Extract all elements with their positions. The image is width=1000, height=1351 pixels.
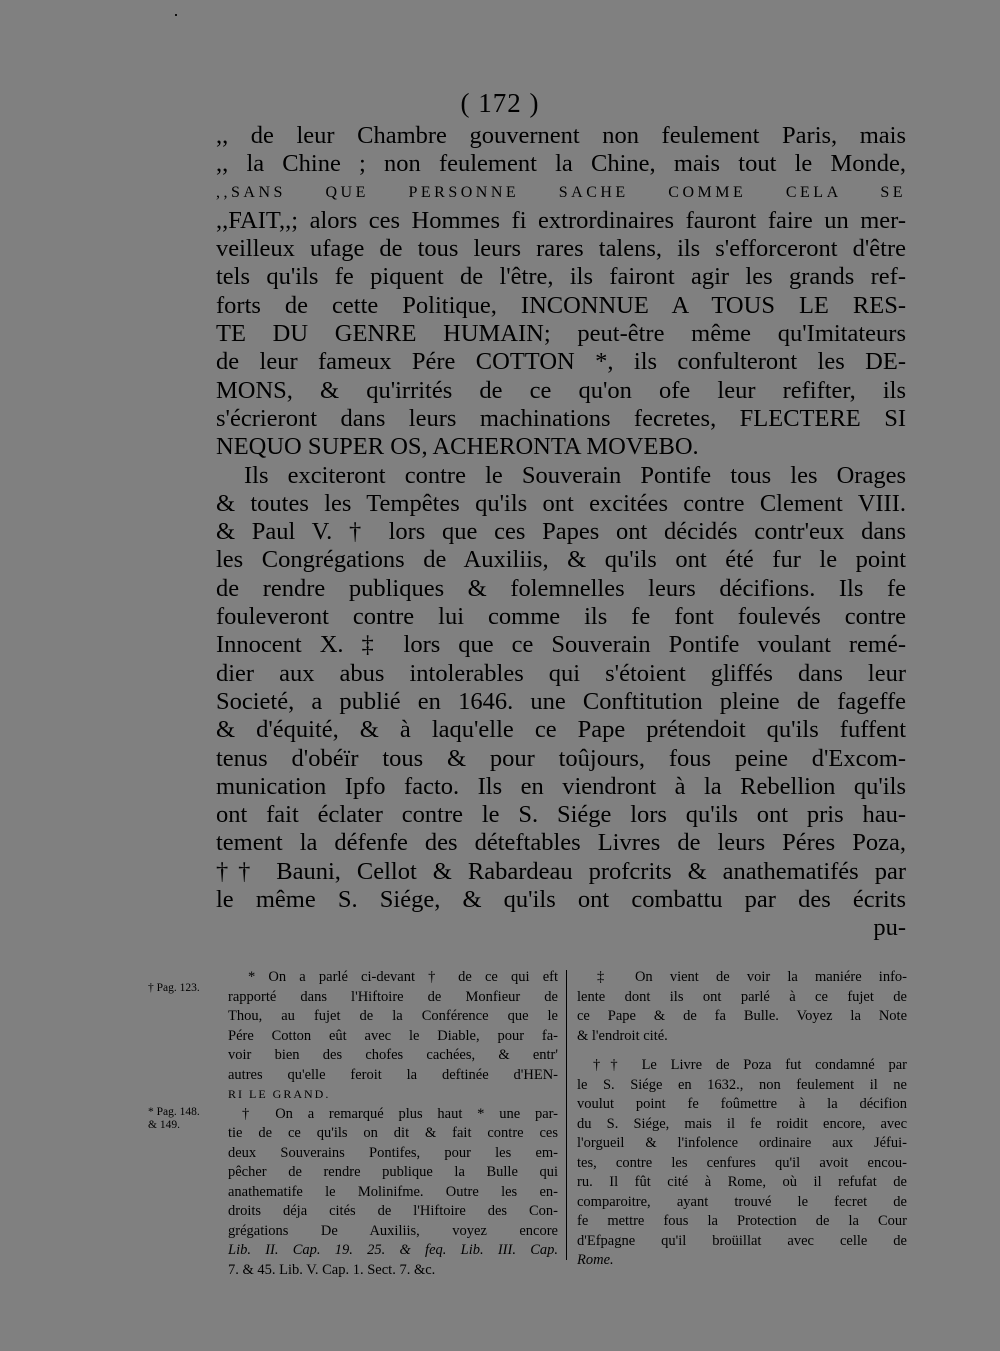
- text-line: forts de cette Politique, INCONNUE A TOUS LE RES-: [216, 291, 906, 319]
- text-line: de leur fameux Pére COTTON *, ils confulteront les DE-: [216, 348, 906, 376]
- ink-speck: [175, 14, 177, 16]
- text-line: tement la défenfe des déteftables Livres de leurs Péres Poza,: [216, 829, 906, 857]
- page-number: ( 172 ): [460, 88, 540, 118]
- text-line: ont fait éclater contre le S. Siége lors qu'ils ont pris hau-: [216, 801, 906, 829]
- text-line: tels qu'ils fe piquent de l'être, ils fairont agir les grands ref-: [216, 263, 906, 291]
- footnote-line: Rome.: [577, 1252, 614, 1268]
- footnote-line: autres qu'elle feroit la deftinée d'HEN-: [228, 1066, 558, 1083]
- footnote-line: tes, contre les cenfures qu'il avoit encou-: [577, 1154, 907, 1171]
- footnote-line: Lib. II. Cap. 19. 25. & feq. Lib. III. Cap.: [228, 1242, 558, 1258]
- text-line: MONS, & qu'irrités de ce qu'on ofe leur refifter, ils: [216, 376, 906, 404]
- footnote-line: voulut point fe foûmettre à la décifion: [577, 1096, 907, 1112]
- footnote-line: 7. & 45. Lib. V. Cap. 1. Sect. 7. &c.: [228, 1261, 436, 1278]
- text-line: ,, de leur Chambre gouvernent non feulement Paris, mais: [216, 122, 906, 149]
- footnote-line: lente dont ils ont parlé à ce fujet de: [577, 988, 907, 1005]
- footnote-line: RI LE GRAND.: [228, 1087, 331, 1101]
- footnote-line: & l'endroit cité.: [577, 1027, 668, 1044]
- text-line: Ils exciteront contre le Souverain Pontife tous les Orages: [244, 461, 906, 489]
- footnote-line: comparoitre, ayant trouvé le fecret de: [577, 1193, 907, 1210]
- text-line: NEQUO SUPER OS, ACHERONTA MOVEBO.: [216, 433, 699, 461]
- text-line: les Congrégations de Auxiliis, & qu'ils ont été fur le point: [216, 546, 906, 574]
- footnote-line: d'Efpagne qu'il broüillat avec celle de: [577, 1232, 907, 1249]
- column-divider: [566, 970, 567, 1260]
- text-line: Innocent X. ‡ lors que ce Souverain Pontife voulant remé-: [216, 631, 906, 659]
- footnote-line: deux Souverains Pontifes, pour les em-: [228, 1144, 558, 1161]
- text-line: dier aux abus intolerables qui s'étoient gliffés dans leur: [216, 659, 906, 687]
- text-line: de rendre publiques & folemnelles leurs décifions. Ils fe: [216, 574, 906, 602]
- footnote-line: fe mettre fous la Protection de la Cour: [577, 1213, 907, 1229]
- text-line: †† Bauni, Cellot & Rabardeau profcrits & anathematifés par: [216, 857, 906, 885]
- marginal-note: * Pag. 148.: [148, 1106, 200, 1118]
- footnote-line: anathematife le Molinifme. Outre les en-: [228, 1183, 558, 1200]
- text-line: le même S. Siége, & qu'ils ont combattu par des écrits: [216, 886, 906, 914]
- main-text: [216, 122, 906, 943]
- footnotes-right: [577, 968, 907, 1271]
- text-line: Societé, a publié en 1646. une Conftitution pleine de fageffe: [216, 687, 906, 715]
- text-line: ,,FAIT,,; alors ces Hommes fi extrordinaires fauront faire un mer-: [216, 206, 906, 234]
- footnote-line: † On a remarqué plus haut * une par-: [242, 1105, 558, 1122]
- text-line: veilleux ufage de tous leurs rares talens, ils s'efforceront d'être: [216, 235, 906, 263]
- text-line: ,,SANS QUE PERSONNE SACHE COMME CELA SE: [216, 183, 906, 201]
- footnote-line: Thou, au fujet de la Conférence que le: [228, 1008, 558, 1024]
- footnote-line: ru. Il fût cité à Rome, où il refufat de: [577, 1174, 907, 1190]
- footnote-line: droits déja cités de l'Hiftoire des Con-: [228, 1203, 558, 1219]
- text-line: ,, la Chine ; non feulement la Chine, mais tout le Monde,: [216, 150, 906, 178]
- footnote-line: ‡ On vient de voir la maniére info-: [597, 969, 907, 985]
- footnote-line: pêcher de rendre publique la Bulle qui: [228, 1164, 558, 1180]
- footnote-line: †† Le Livre de Poza fut condamné par: [593, 1057, 907, 1073]
- catchword: pu-: [873, 914, 906, 942]
- footnote-line: grégations De Auxiliis, voyez encore: [228, 1222, 558, 1239]
- text-line: & Paul V. † lors que ces Papes ont décidés contr'eux dans: [216, 518, 906, 546]
- footnote-line: Pére Cotton eût avec le Diable, pour fa-: [228, 1027, 558, 1044]
- text-line: fouleveront contre lui comme ils fe font foulevés contre: [216, 603, 906, 631]
- footnote-line: l'orgueil & l'infolence ordinaire aux Jéfui-: [577, 1135, 907, 1151]
- text-line: TE DU GENRE HUMAIN; peut-être même qu'Imitateurs: [216, 320, 906, 348]
- footnote-gap: [577, 1046, 907, 1056]
- footnote-line: du S. Siége, mais il fe roidit encore, avec: [577, 1115, 907, 1132]
- text-line: s'écrieront dans leurs machinations fecretes, FLECTERE SI: [216, 404, 906, 432]
- footnote-line: tie de ce qu'ils on dit & fait contre ces: [228, 1125, 558, 1141]
- footnote-line: rapporté dans l'Hiftoire de Monfieur de: [228, 988, 558, 1005]
- text-line: & d'équité, & à laqu'elle ce Pape prétendoit qu'ils fuffent: [216, 716, 906, 744]
- footnotes-left: [228, 968, 558, 1280]
- footnote-line: voir bien des chofes cachées, & entr': [228, 1047, 558, 1063]
- marginal-note: † Pag. 123.: [148, 982, 200, 994]
- text-line: munication Ipfo facto. Ils en viendront à la Rebellion qu'ils: [216, 772, 906, 800]
- marginal-note: & 149.: [148, 1119, 180, 1131]
- text-line: tenus d'obéïr tous & pour toûjours, fous peine d'Excom-: [216, 744, 906, 772]
- text-line: & toutes les Tempêtes qu'ils ont excitées contre Clement VIII.: [216, 489, 906, 517]
- footnote-line: le S. Siége en 1632., non feulement il ne: [577, 1076, 907, 1093]
- footnote-line: * On a parlé ci-devant † de ce qui eft: [248, 969, 558, 985]
- footnote-line: ce Pape & de fa Bulle. Voyez la Note: [577, 1008, 907, 1024]
